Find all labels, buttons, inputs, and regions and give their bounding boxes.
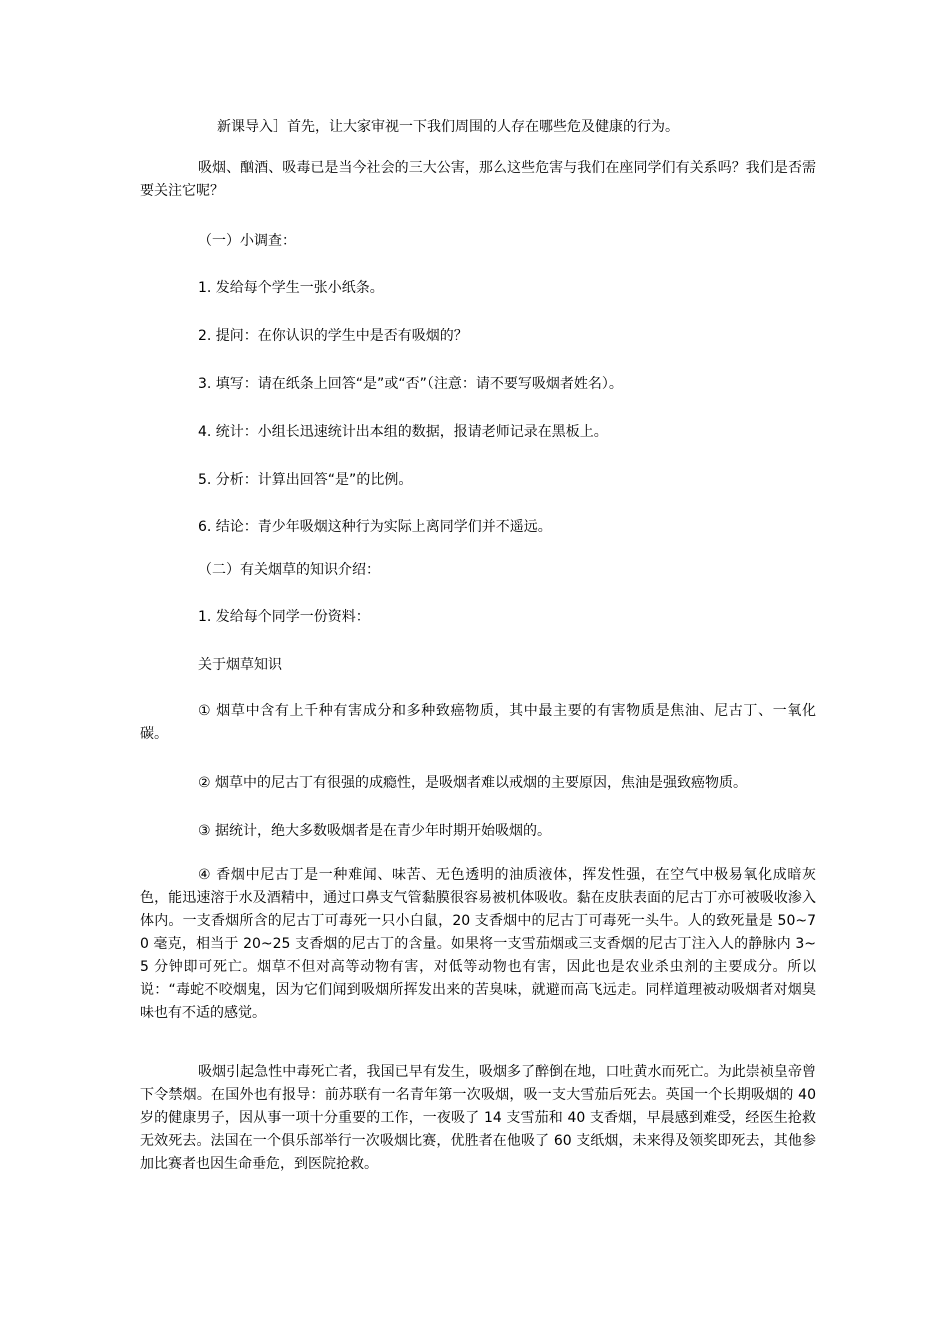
fact-1: ① 烟草中含有上千种有害成分和多种致癌物质，其中最主要的有害物质是焦油、尼古丁、一氧化碳。 — [140, 703, 816, 742]
survey-step-3: 3. 填写：请在纸条上回答“是”或“否”（注意：请不要写吸烟者姓名）。 — [198, 376, 623, 392]
survey-step-2: 2. 提问：在你认识的学生中是否有吸烟的？ — [198, 328, 468, 344]
fact-3: ③ 据统计，绝大多数吸烟者是在青少年时期开始吸烟的。 — [198, 823, 551, 839]
paragraph-three-hazards: 吸烟、酗酒、吸毒已是当今社会的三大公害，那么这些危害与我们在座同学们有关系吗？我们是否需要关注它呢？ — [140, 160, 816, 199]
survey-step-4: 4. 统计：小组长迅速统计出本组的数据，报请老师记录在黑板上。 — [198, 424, 608, 440]
fact-2: ② 烟草中的尼古丁有很强的成瘾性，是吸烟者难以戒烟的主要原因，焦油是强致癌物质。 — [198, 775, 747, 791]
heading-survey: （一）小调查： — [198, 233, 296, 249]
knowledge-step-1: 1. 发给每个同学一份资料： — [198, 609, 370, 625]
survey-step-6: 6. 结论：青少年吸烟这种行为实际上离同学们并不遥远。 — [198, 519, 552, 535]
material-title: 关于烟草知识 — [198, 657, 282, 673]
survey-step-1: 1. 发给每个学生一张小纸条。 — [198, 280, 384, 296]
heading-tobacco-knowledge: （二）有关烟草的知识介绍： — [198, 562, 380, 578]
paragraph-acute-poisoning: 吸烟引起急性中毒死亡者，我国已早有发生，吸烟多了醉倒在地，口吐黄水而死亡。为此崇祯皇帝曾下令禁烟。在国外也有报导：前苏联有一名青年第一次吸烟，吸一支大雪茄后死去。英国一个长期吸烟的 40 岁的健康男子，因从事一项十分重要的工作，一夜吸了 14 支雪茄和 40 支香烟，早晨感到难受，经医生抢救无效死去。法国在一个俱乐部举行一次吸烟比赛，优胜者在他吸了 60 支纸烟，未来得及领奖即死去，其他参加比赛者也因生命垂危，到医院抢救。 — [140, 1064, 816, 1172]
fact-4: ④ 香烟中尼古丁是一种难闻、味苦、无色透明的油质液体，挥发性强，在空气中极易氧化成暗灰色，能迅速溶于水及酒精中，通过口鼻支气管黏膜很容易被机体吸收。黏在皮肤表面的尼古丁亦可被吸收渗入体内。一支香烟所含的尼古丁可毒死一只小白鼠，20 支香烟中的尼古丁可毒死一头牛。人的致死量是 50~70 毫克，相当于 20~25 支香烟的尼古丁的含量。如果将一支雪茄烟或三支香烟的尼古丁注入人的静脉内 3~5 分钟即可死亡。烟草不但对高等动物有害，对低等动物也有害，因此也是农业杀虫剂的主要成分。所以说：“毒蛇不咬烟鬼，因为它们闻到吸烟所挥发出来的苦臭味，就避而高飞远走。同样道理被动吸烟者对烟臭味也有不适的感觉。 — [140, 867, 816, 1021]
paragraph-intro: 新课导入］首先，让大家审视一下我们周围的人存在哪些危及健康的行为。 — [217, 119, 679, 135]
survey-step-5: 5. 分析：计算出回答“是”的比例。 — [198, 472, 413, 488]
